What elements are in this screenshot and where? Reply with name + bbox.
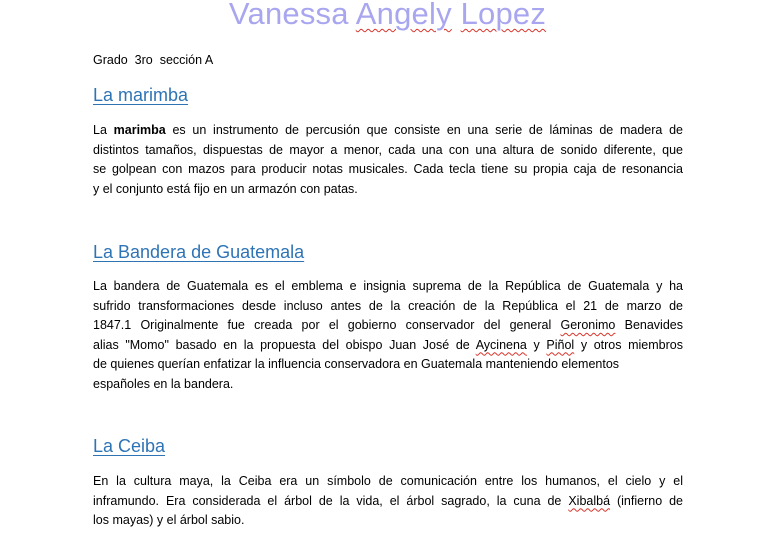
- paragraph-line: distintos tamaños, dispuestas de mayor a menor, cada una con una altura de sonido diferente, que: [93, 142, 683, 157]
- heading-ceiba: La Ceiba: [93, 436, 166, 456]
- title-middle-name: Angely: [355, 0, 452, 31]
- paragraph-line: se golpean con mazos para producir notas musicales. Cada tecla tiene su propia caja de resonancia: [93, 162, 683, 176]
- misspelled-word: Xibalbá: [568, 493, 611, 508]
- paragraph-marimba: [93, 121, 683, 199]
- paragraph-line: La marimba es un instrumento de percusión que consiste en una serie de láminas de madera de: [93, 123, 683, 137]
- paragraph-line: los mayas) y el árbol sabio.: [93, 513, 245, 527]
- paragraph-line: inframundo. Era considerada el árbol de la vida, el árbol sagrado, la cuna de Xibalbá (infierno de: [93, 493, 683, 508]
- bold-term: marimba: [113, 123, 166, 137]
- misspelled-word: Piñol: [546, 337, 575, 352]
- paragraph-line: y el conjunto está fijo en un armazón con patas.: [93, 181, 358, 196]
- title-last-name: Lopez: [460, 0, 547, 31]
- paragraph-line: sufrido transformaciones desde incluso antes de la creación de la República el 21 de marzo de: [93, 298, 683, 313]
- grade-line: Grado 3ro sección A: [93, 53, 214, 67]
- document-title: [0, 0, 765, 34]
- title-first-name: Vanessa: [228, 0, 349, 31]
- misspelled-word: Aycinena: [475, 337, 527, 352]
- paragraph-line: La bandera de Guatemala es el emblema e insignia suprema de la República de Guatemala y ha: [93, 279, 683, 293]
- paragraph-line: 1847.1 Originalmente fue creada por el gobierno conservador del general Geronimo Benavides: [93, 318, 683, 332]
- heading-bandera: La Bandera de Guatemala: [93, 242, 305, 262]
- misspelled-word: Geronimo: [560, 318, 616, 332]
- paragraph-line: de quienes querían enfatizar la influencia conservadora en Guatemala manteniendo elementos: [93, 357, 620, 371]
- paragraph-line: españoles en la bandera.: [93, 376, 234, 391]
- heading-marimba: La marimba: [93, 85, 189, 105]
- paragraph-ceiba: [93, 472, 683, 531]
- paragraph-line: alias "Momo" basado en la propuesta del obispo Juan José de Aycinena y Piñol y otros miembros: [93, 337, 683, 352]
- paragraph-bandera: [93, 277, 683, 394]
- paragraph-line: En la cultura maya, la Ceiba era un símbolo de comunicación entre los humanos, el cielo y el: [93, 474, 683, 488]
